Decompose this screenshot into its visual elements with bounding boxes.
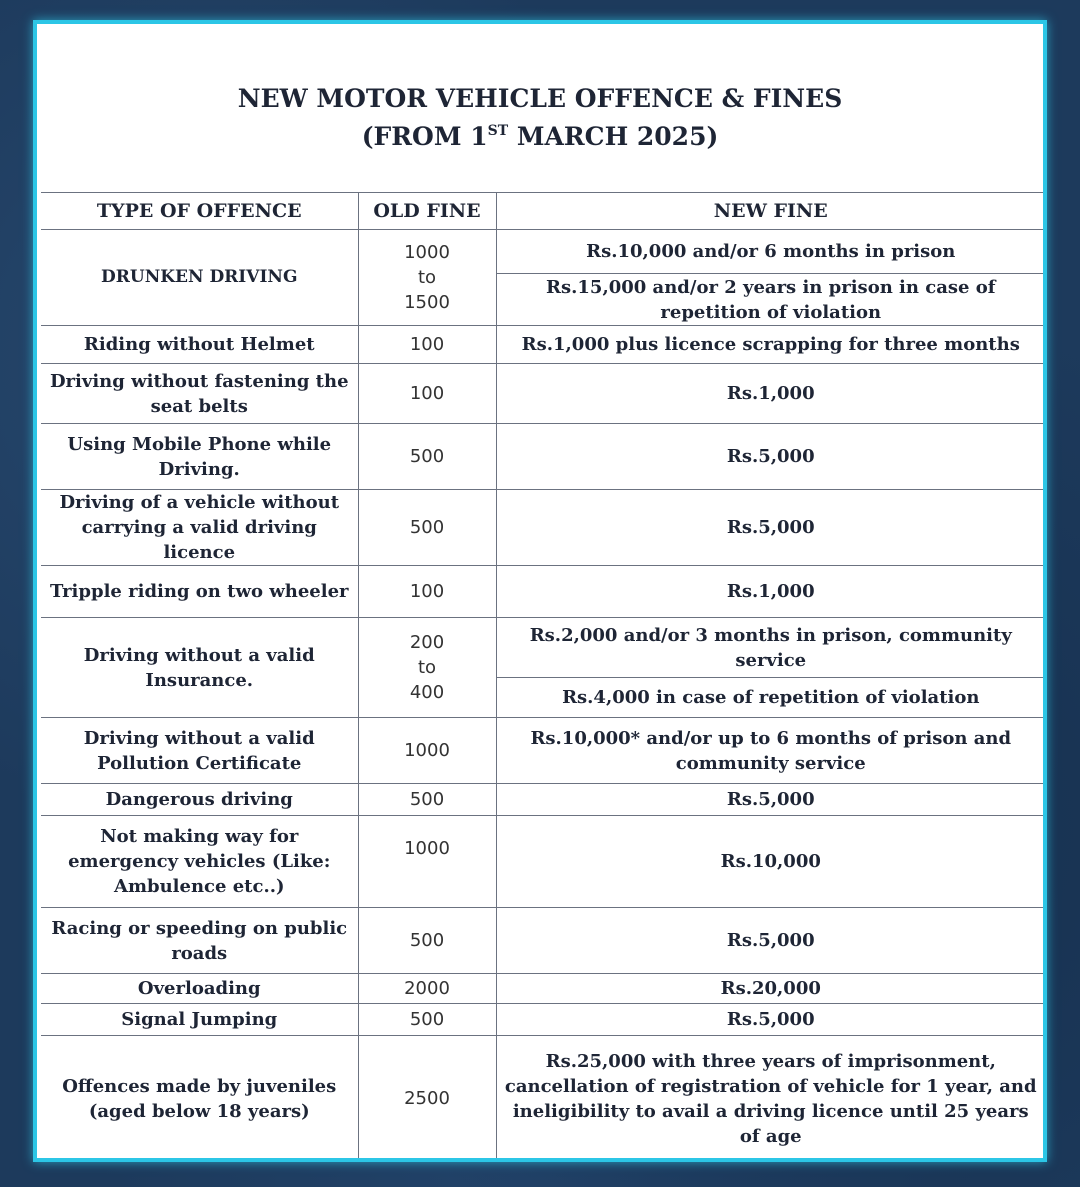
- offence-text: Driving without a valid Insurance.: [83, 644, 315, 691]
- header-type-of-offence: TYPE OF OFFENCE: [41, 193, 358, 230]
- table-row: [41, 816, 1045, 908]
- new-fine-cell: [496, 566, 1045, 618]
- old-fine-text: 2500: [404, 1088, 450, 1109]
- title-line-2-sup: ST: [487, 123, 509, 139]
- old-fine-text: 1500: [404, 292, 450, 313]
- old-fine-cell: [358, 424, 496, 490]
- new-fine-text: Rs.1,000: [726, 581, 815, 602]
- table-row: [41, 974, 1045, 1004]
- new-fine-text: Rs.10,000 and/or 6 months in prison: [586, 241, 956, 262]
- offence-text: Riding without Helmet: [83, 334, 315, 355]
- title-line-1: NEW MOTOR VEHICLE OFFENCE & FINES: [237, 84, 843, 113]
- offence-text: Dangerous driving: [105, 789, 293, 810]
- table-row: [41, 718, 1045, 784]
- new-fine-cell: [496, 974, 1045, 1004]
- title-line-2-suffix: MARCH 2025): [508, 122, 719, 151]
- new-fine-text: Rs.5,000: [726, 930, 815, 951]
- old-fine-cell: [358, 566, 496, 618]
- offence-cell: [41, 1004, 358, 1036]
- old-fine-text: 500: [409, 517, 445, 538]
- offence-cell: [41, 718, 358, 784]
- new-fine-cell: [496, 908, 1045, 974]
- new-fine-text: Rs.5,000: [726, 517, 815, 538]
- new-fine-text: Rs.25,000 with three years of imprisonment, cancellation of registration of vehicle for 1 year, and ineligibility to avail a driving licence until 25 years of age: [504, 1050, 1037, 1147]
- offence-text: Using Mobile Phone while Driving.: [67, 433, 332, 480]
- table-row: [41, 784, 1045, 816]
- table-row: [41, 364, 1045, 424]
- new-fine-text: Rs.10,000: [720, 851, 821, 872]
- offence-text: DRUNKEN DRIVING: [101, 267, 298, 287]
- table-row: [41, 1004, 1045, 1036]
- document-title: [37, 80, 1043, 156]
- old-fine-cell: [358, 230, 496, 326]
- table-row: [41, 490, 1045, 566]
- new-fine-text: Rs.1,000 plus licence scrapping for three months: [521, 334, 1020, 355]
- old-fine-text: 100: [409, 383, 445, 404]
- offence-text: Signal Jumping: [121, 1009, 278, 1030]
- old-fine-cell: [358, 718, 496, 784]
- header-old-fine: OLD FINE: [358, 193, 496, 230]
- offence-cell: [41, 326, 358, 364]
- table-row: [41, 618, 1045, 678]
- old-fine-text: 500: [409, 789, 445, 810]
- new-fine-cell: [496, 784, 1045, 816]
- old-fine-text: 1000: [404, 740, 450, 761]
- old-fine-text: to: [417, 657, 437, 678]
- new-fine-cell: [496, 490, 1045, 566]
- new-fine-text: Rs.5,000: [726, 446, 815, 467]
- offence-cell: [41, 566, 358, 618]
- new-fine-cell: [496, 230, 1045, 274]
- header-new-fine: NEW FINE: [496, 193, 1045, 230]
- new-fine-text: Rs.5,000: [726, 789, 815, 810]
- offence-text: Tripple riding on two wheeler: [49, 581, 349, 602]
- table-row: [41, 566, 1045, 618]
- table-row: [41, 326, 1045, 364]
- new-fine-cell: [496, 1004, 1045, 1036]
- new-fine-cell: [496, 1036, 1045, 1162]
- offence-cell: [41, 784, 358, 816]
- old-fine-text: 1000: [404, 838, 450, 859]
- offence-text: Driving without a valid Pollution Certificate: [83, 727, 315, 774]
- old-fine-text: to: [417, 267, 437, 288]
- old-fine-text: 500: [409, 930, 445, 951]
- offence-cell: [41, 364, 358, 424]
- title-line-2: [37, 118, 1043, 156]
- new-fine-cell: [496, 618, 1045, 678]
- old-fine-cell: [358, 784, 496, 816]
- offence-text: Driving of a vehicle without carrying a valid driving licence: [59, 492, 340, 563]
- old-fine-text: 100: [409, 581, 445, 602]
- old-fine-cell: [358, 490, 496, 566]
- title-line-2-prefix: (FROM 1: [361, 122, 488, 151]
- new-fine-cell: [496, 326, 1045, 364]
- new-fine-text: Rs.2,000 and/or 3 months in prison, community service: [529, 624, 1012, 671]
- new-fine-cell: [496, 424, 1045, 490]
- new-fine-text: Rs.15,000 and/or 2 years in prison in case of repetition of violation: [546, 276, 996, 323]
- offence-cell: [41, 618, 358, 718]
- new-fine-cell: [496, 364, 1045, 424]
- new-fine-cell: [496, 718, 1045, 784]
- offence-cell: [41, 1036, 358, 1162]
- new-fine-text: Rs.5,000: [726, 1009, 815, 1030]
- document-frame: [33, 20, 1047, 1162]
- offence-cell: [41, 974, 358, 1004]
- offence-cell: [41, 424, 358, 490]
- offence-text: Offences made by juveniles (aged below 18 years): [62, 1075, 337, 1122]
- old-fine-text: 2000: [404, 978, 450, 999]
- new-fine-text: Rs.1,000: [726, 383, 815, 404]
- old-fine-text: 200: [409, 632, 445, 653]
- table-row: [41, 424, 1045, 490]
- old-fine-text: 500: [409, 1009, 445, 1030]
- offence-text: Racing or speeding on public roads: [51, 917, 348, 964]
- offence-cell: [41, 490, 358, 566]
- old-fine-text: 500: [409, 446, 445, 467]
- table-row: [41, 230, 1045, 274]
- new-fine-cell: [496, 678, 1045, 718]
- old-fine-cell: [358, 1036, 496, 1162]
- old-fine-cell: [358, 326, 496, 364]
- old-fine-cell: [358, 816, 496, 908]
- table-row: [41, 1036, 1045, 1162]
- fines-table: [41, 192, 1045, 1162]
- old-fine-cell: [358, 908, 496, 974]
- old-fine-text: 400: [409, 682, 445, 703]
- old-fine-cell: [358, 364, 496, 424]
- offence-cell: [41, 230, 358, 326]
- old-fine-cell: [358, 974, 496, 1004]
- new-fine-text: Rs.20,000: [720, 978, 821, 999]
- offence-cell: [41, 816, 358, 908]
- table-header-row: [41, 193, 1045, 230]
- new-fine-cell: [496, 274, 1045, 326]
- table-row: [41, 908, 1045, 974]
- offence-cell: [41, 908, 358, 974]
- offence-text: Driving without fastening the seat belts: [49, 370, 349, 417]
- new-fine-text: Rs.10,000* and/or up to 6 months of prison and community service: [530, 727, 1012, 774]
- old-fine-text: 100: [409, 334, 445, 355]
- old-fine-cell: [358, 618, 496, 718]
- old-fine-cell: [358, 1004, 496, 1036]
- offence-text: Overloading: [137, 978, 261, 999]
- new-fine-text: Rs.4,000 in case of repetition of violation: [562, 687, 980, 708]
- new-fine-cell: [496, 816, 1045, 908]
- old-fine-text: 1000: [404, 242, 450, 263]
- offence-text: Not making way for emergency vehicles (Like: Ambulence etc..): [68, 826, 331, 897]
